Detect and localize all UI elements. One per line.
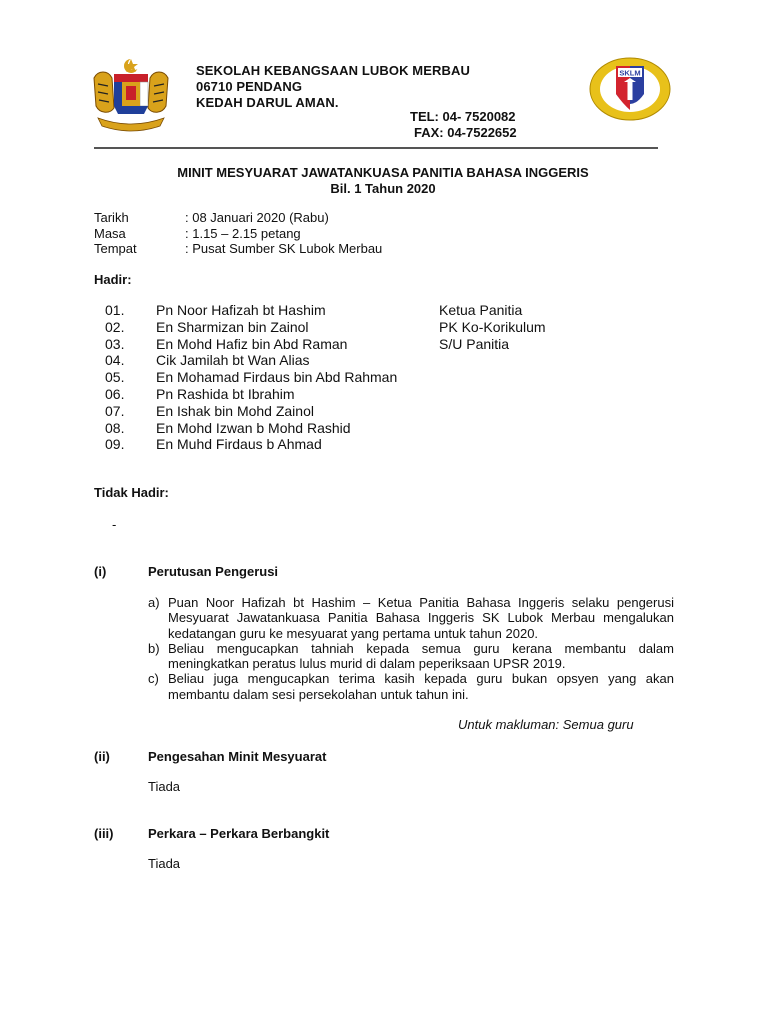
list-item: [94, 420, 546, 437]
section-title: Perkara – Perkara Berbangkit: [148, 826, 330, 841]
attendee-number: 03.: [105, 335, 125, 352]
list-item: [148, 595, 674, 641]
attendee-number: 07.: [105, 402, 125, 419]
attendee-role: Ketua Panitia: [439, 302, 523, 318]
document-title: [94, 165, 672, 197]
attendee-number: 05.: [105, 369, 125, 386]
attendee-role: S/U Panitia: [439, 335, 510, 352]
school-name: SEKOLAH KEBANGSAAN LUBOK MERBAU: [196, 63, 470, 78]
school-postcode: 06710 PENDANG: [196, 79, 303, 94]
meeting-details: [94, 210, 382, 257]
list-item: [94, 319, 546, 336]
attendee-name: En Sharmizan bin Zainol: [156, 318, 309, 335]
meta-key: Tarikh: [94, 210, 129, 225]
section-body-3: Tiada: [148, 856, 181, 871]
list-item: [94, 436, 546, 453]
attendee-name: En Mohd Hafiz bin Abd Raman: [156, 335, 348, 352]
school-emblem-text: SKLM: [619, 68, 641, 78]
list-item: [148, 671, 674, 702]
section-heading-3: [94, 826, 329, 841]
meta-key: Masa: [94, 225, 126, 241]
section-number: (i): [94, 564, 107, 579]
meta-value: : Pusat Sumber SK Lubok Merbau: [185, 241, 383, 256]
attendee-name: En Mohamad Firdaus bin Abd Rahman: [156, 369, 398, 386]
meta-row-place: [94, 241, 382, 257]
attendee-name: En Muhd Firdaus b Ahmad: [156, 436, 322, 453]
item-text: Beliau juga mengucapkan terima kasih kepada guru bukan opsyen yang akan membantu dalam sesi persekolahan untuk tahun ini.: [168, 671, 674, 702]
section-heading-1: [94, 564, 278, 579]
meta-row-time: [94, 226, 382, 242]
list-item: [94, 336, 546, 353]
attendee-name: En Mohd Izwan b Mohd Rashid: [156, 419, 351, 436]
item-text: Puan Noor Hafizah bt Hashim – Ketua Panitia Bahasa Inggeris selaku pengerusi Mesyuarat Jawatankuasa Panitia Bahasa Inggeris SK Lubok Merbau mengalukan kedatangan guru ke mesyuarat yang pertama untuk tahun 2020.: [168, 595, 674, 641]
list-item: [94, 369, 546, 386]
list-item: [148, 641, 674, 672]
fax-number: FAX: 04-7522652: [414, 125, 517, 140]
coat-of-arms-logo: [88, 56, 174, 134]
absent-value: -: [112, 517, 117, 532]
item-letter: b): [148, 640, 160, 656]
section-number: (iii): [94, 826, 114, 841]
attendee-number: 06.: [105, 385, 125, 402]
section-title: Pengesahan Minit Mesyuarat: [148, 749, 327, 764]
list-item: [94, 302, 546, 319]
attendee-name: Pn Noor Hafizah bt Hashim: [156, 302, 326, 318]
section-number: (ii): [94, 749, 110, 764]
header-divider: [94, 147, 658, 149]
attendee-number: 08.: [105, 419, 125, 436]
section-heading-2: [94, 749, 326, 764]
item-text: Beliau mengucapkan tahniah kepada semua guru kerana membantu dalam meningkatkan peratus lulus murid di dalam peperiksaan UPSR 2019.: [168, 640, 674, 672]
item-letter: a): [148, 595, 160, 610]
attendee-name: Pn Rashida bt Ibrahim: [156, 385, 295, 402]
section-body-2: Tiada: [148, 779, 181, 794]
attendee-name: Cik Jamilah bt Wan Alias: [156, 352, 310, 369]
telephone-number: TEL: 04- 7520082: [410, 109, 516, 124]
attendee-list: [94, 302, 546, 453]
action-note: Untuk makluman: Semua guru: [458, 717, 634, 732]
title-line-1: MINIT MESYUARAT JAWATANKUASA PANITIA BAHASA INGGERIS: [177, 165, 589, 180]
title-line-2: Bil. 1 Tahun 2020: [330, 181, 436, 196]
school-address-block: [196, 63, 470, 111]
present-label: Hadir:: [94, 272, 132, 287]
school-emblem-logo: [588, 56, 672, 122]
contact-block: [410, 109, 517, 141]
chairman-remarks-list: [148, 595, 674, 702]
attendee-name: En Ishak bin Mohd Zainol: [156, 402, 314, 419]
list-item: [94, 386, 546, 403]
attendee-role: PK Ko-Korikulum: [439, 318, 546, 335]
meta-value: : 1.15 – 2.15 petang: [185, 225, 301, 241]
attendee-number: 09.: [105, 436, 125, 453]
attendee-number: 02.: [105, 318, 125, 335]
item-letter: c): [148, 671, 159, 687]
meta-row-date: [94, 210, 382, 226]
meta-key: Tempat: [94, 241, 137, 256]
absent-label: Tidak Hadir:: [94, 485, 169, 500]
school-state: KEDAH DARUL AMAN.: [196, 95, 339, 110]
section-title: Perutusan Pengerusi: [148, 564, 279, 579]
meta-value: : 08 Januari 2020 (Rabu): [185, 210, 329, 225]
list-item: [94, 352, 546, 369]
attendee-number: 01.: [105, 302, 125, 318]
attendee-number: 04.: [105, 352, 125, 369]
list-item: [94, 403, 546, 420]
